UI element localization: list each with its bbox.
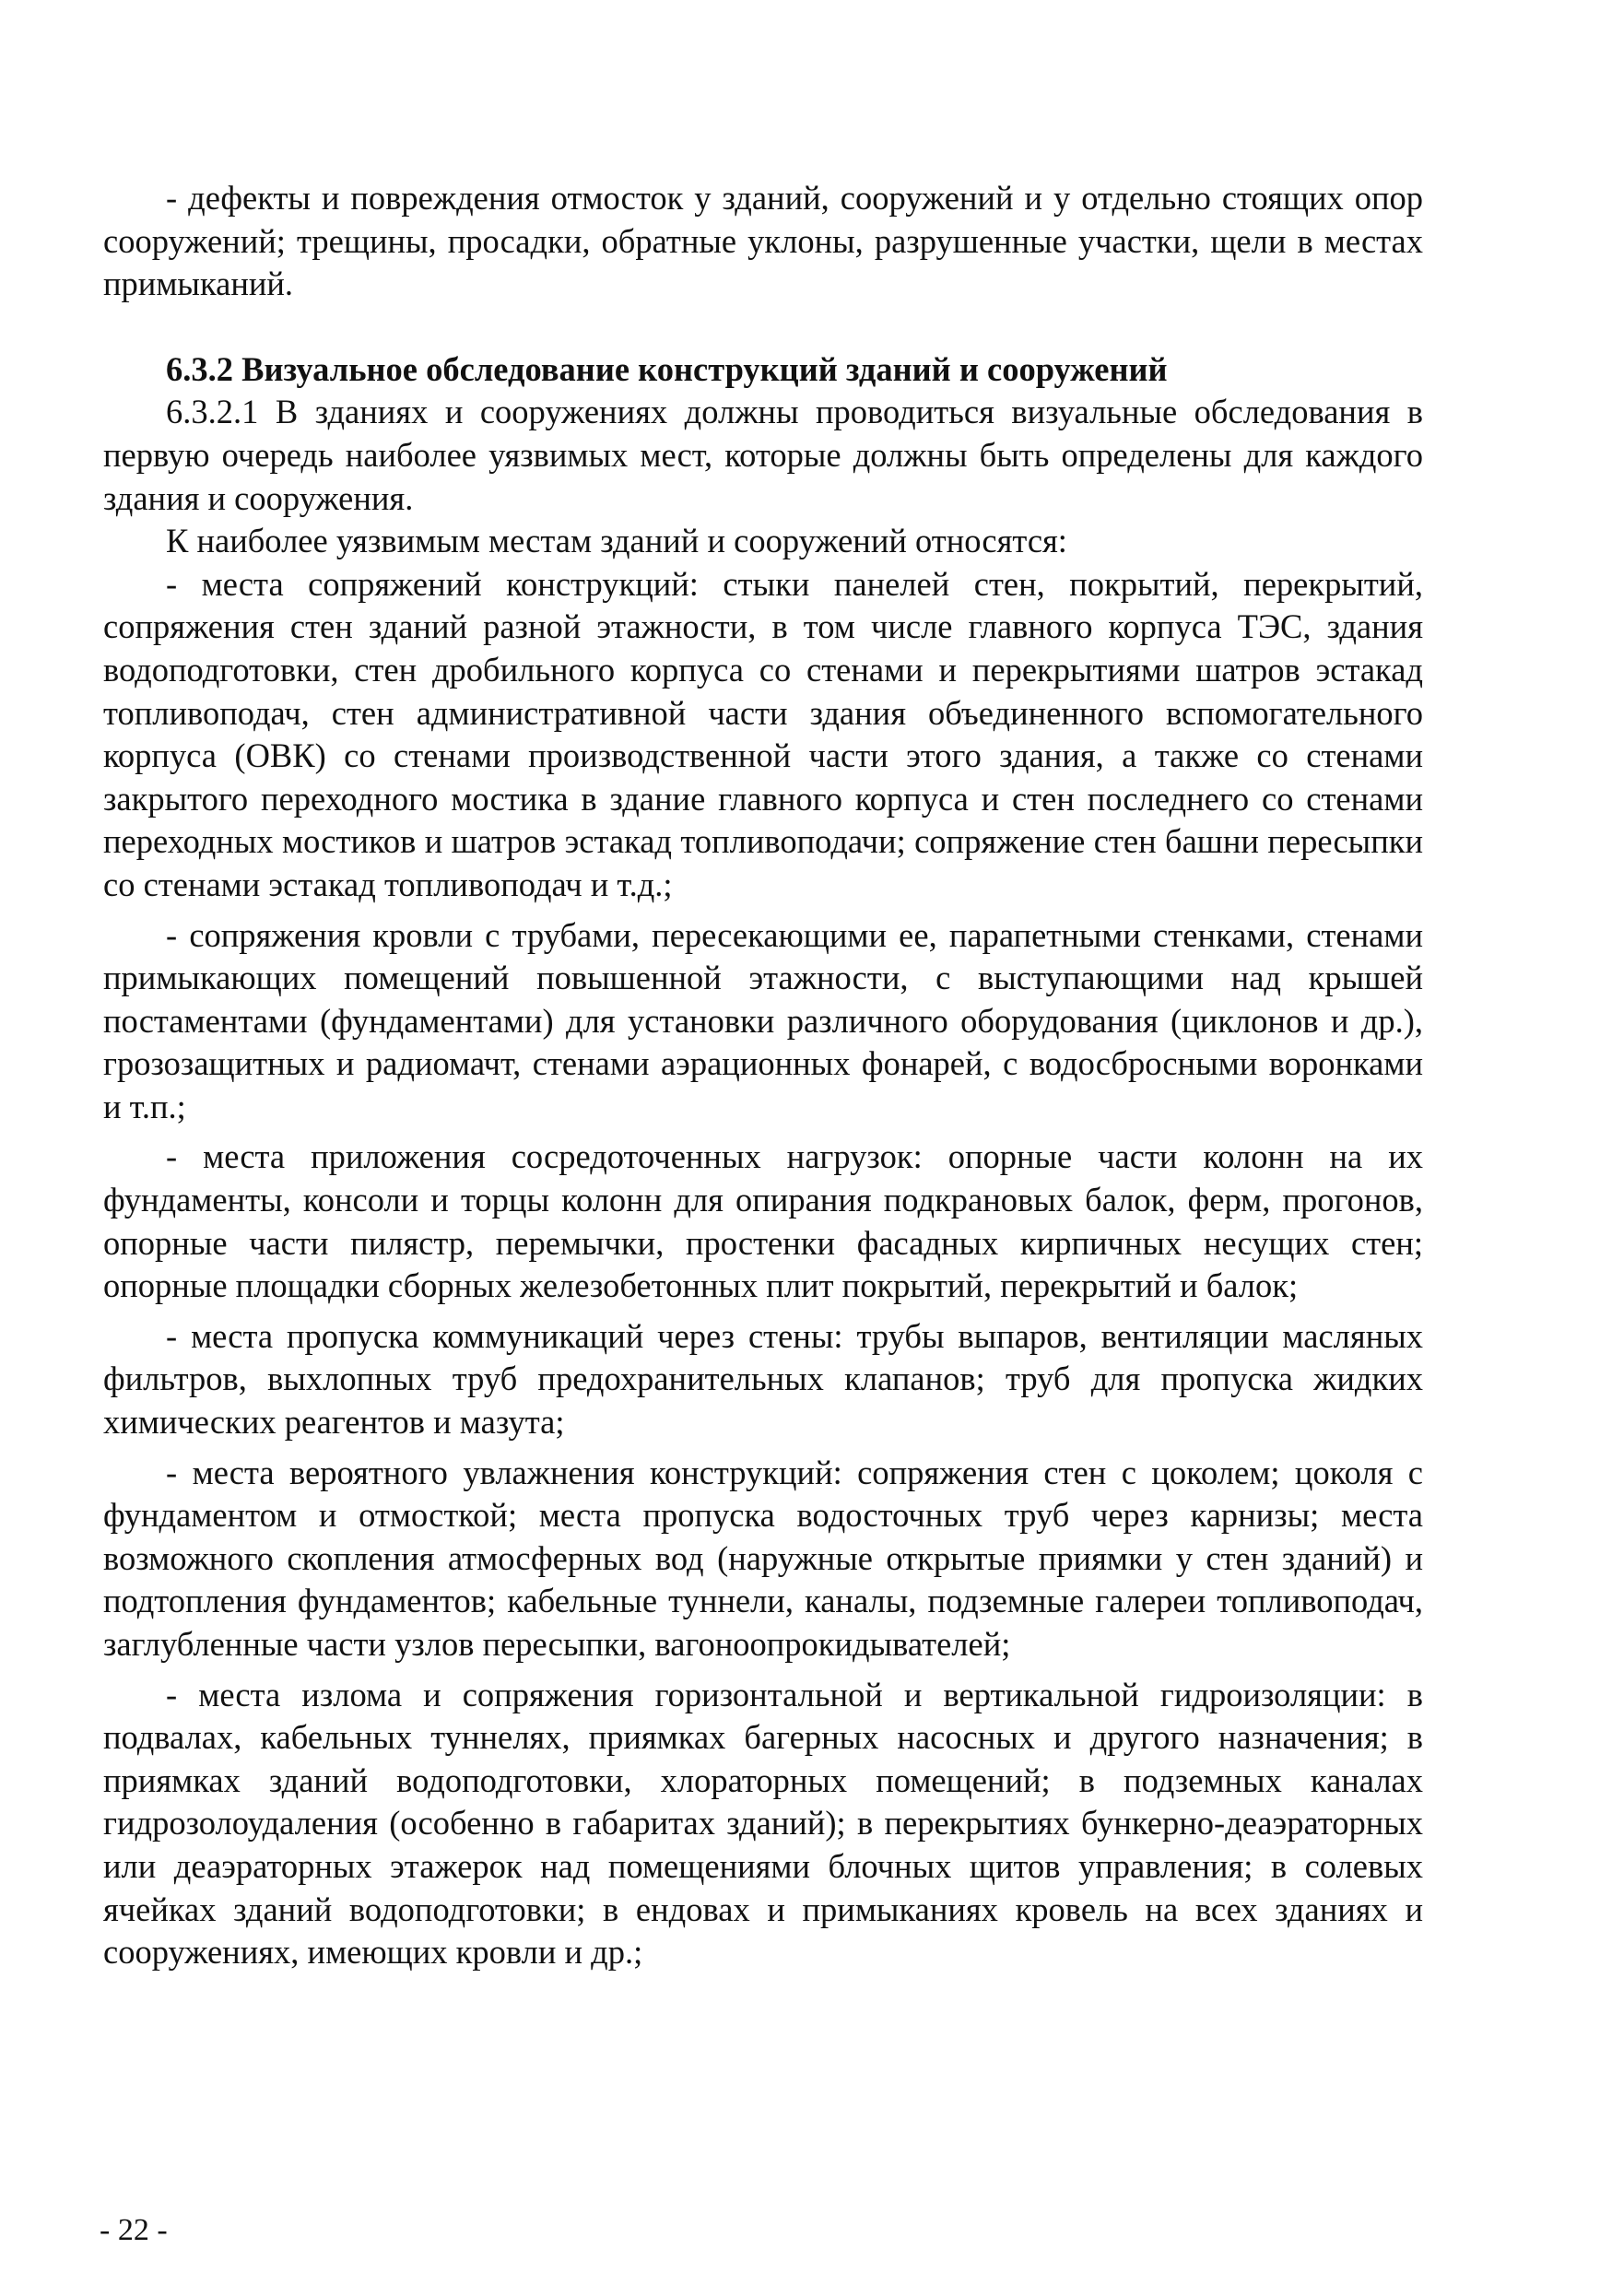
page-number: - 22 -	[100, 2213, 168, 2247]
paragraph-6-3-2-1: 6.3.2.1 В зданиях и сооружениях должны проводиться визуальные обследования в первую очередь наиболее уязвимых мест, которые должны быть определены для каждого здания и сооружения.	[103, 393, 1423, 517]
list-item-moisture-places: - места вероятного увлажнения конструкций: сопряжения стен с цоколем; цоколя с фундаментом и отмосткой; места пропуска водосточных труб через карнизы; места возможного скопления атмосферных вод (наружные открытые приямки у стен зданий) и подтопления фундаментов; кабельные туннели, каналы, подземные галереи топливоподач, заглубленные части узлов пересыпки, вагоноопрокидывателей;	[103, 1453, 1423, 1663]
list-item-utility-passages: - места пропуска коммуникаций через стены: трубы выпаров, вентиляции масляных фильтров, выхлопных труб предохранительных клапанов; труб для пропуска жидких химических реагентов и мазута;	[103, 1316, 1423, 1442]
page-content	[103, 177, 1423, 1974]
paragraph-vulnerable-places-intro: К наиболее уязвимым местам зданий и сооружений относятся:	[166, 522, 1067, 560]
list-item-roof-joints: - сопряжения кровли с трубами, пересекающими ее, парапетными стенками, стенами примыкающих помещений повышенной этажности, с выступающими над крышей постаментами (фундаментами) для установки различного оборудования (циклонов и др.), грозозащитных и радиомачт, стенами аэрационных фонарей, с водосбросными воронками и т.п.;	[103, 915, 1423, 1125]
paragraph-defects-otmostok: - дефекты и повреждения отмосток у зданий, сооружений и у отдельно стоящих опор сооружений; трещины, просадки, обратные уклоны, разрушенные участки, щели в местах примыканий.	[103, 179, 1423, 303]
list-item-joints: - места сопряжений конструкций: стыки панелей стен, покрытий, перекрытий, сопряжения стен зданий разной этажности, в том числе главного корпуса ТЭС, здания водоподготовки, стен дробильного корпуса со стенами и перекрытиями шатров эстакад топливоподач, стен административной части здания объединенного вспомогательного корпуса (ОВК) со стенами производственной части этого здания, а также со стенами закрытого переходного мостика в здание главного корпуса и стен последнего со стенами переходных мостиков и шатров эстакад топливоподачи; сопряжение стен башни пересыпки со стенами эстакад топливоподач и т.д.;	[103, 564, 1423, 903]
list-item-concentrated-loads: - места приложения сосредоточенных нагрузок: опорные части колонн на их фундаменты, консоли и торцы колонн для опирания подкрановых балок, ферм, прогонов, опорные части пилястр, перемычки, простенки фасадных кирпичных несущих стен; опорные площадки сборных железобетонных плит покрытий, перекрытий и балок;	[103, 1137, 1423, 1305]
section-heading-6-3-2: 6.3.2 Визуальное обследование конструкций зданий и сооружений	[166, 349, 1168, 388]
list-item-waterproofing: - места излома и сопряжения горизонтальной и вертикальной гидроизоляции: в подвалах, кабельных туннелях, приямках багерных насосных и другого назначения; в приямках зданий водоподготовки, хлораторных помещений; в подземных каналах гидрозолоудаления (особенно в габаритах зданий); в перекрытиях бункерно-деаэраторных или деаэраторных этажерок над помещениями блочных щитов управления; в солевых ячейках зданий водоподготовки; в ендовах и примыканиях кровель на всех зданиях и сооружениях, имеющих кровли и др.;	[103, 1675, 1423, 1972]
